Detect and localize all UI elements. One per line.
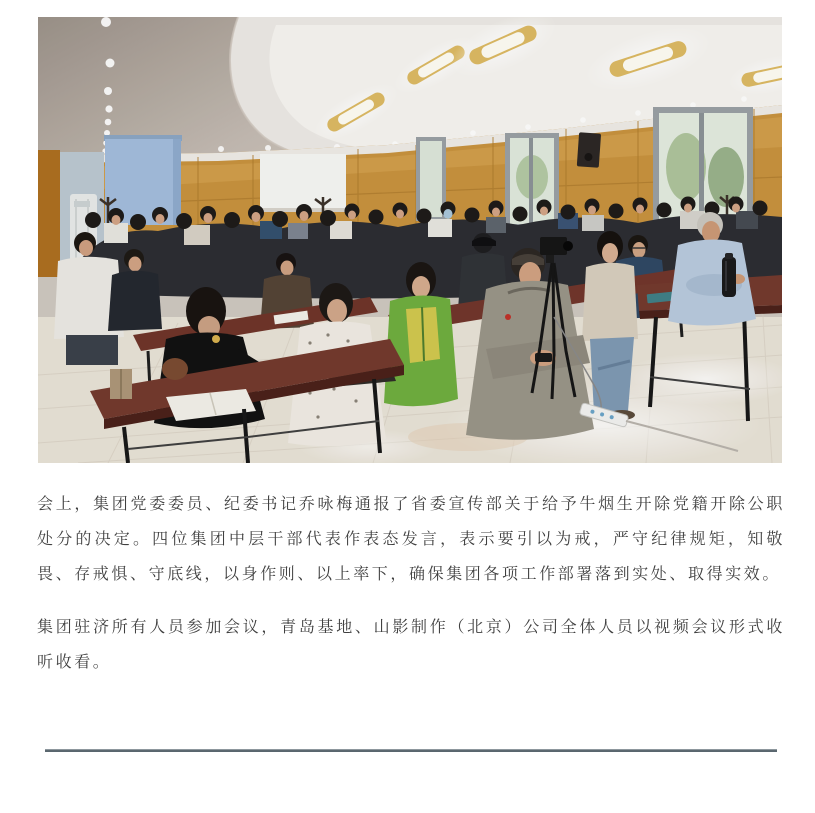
paragraph-meeting-report: 会上，集团党委委员、纪委书记乔咏梅通报了省委宣传部关于给予牛烟生开除党籍开除公职处分的决定。四位集团中层干部代表作表态发言，表示要引以为戒，严守纪律规矩，知敬畏、存戒惧、守底线，以身作则、以上率下，确保集团各项工作部署落到实处、取得实效。 (37, 496, 785, 583)
paragraph-attendance: 集团驻济所有人员参加会议，青岛基地、山影制作（北京）公司全体人员以视频会议形式收听收看。 (37, 619, 785, 671)
meeting-room-scene (38, 17, 782, 463)
meeting-photo (38, 17, 782, 463)
vignette (38, 17, 782, 463)
divider-line (45, 749, 777, 752)
article-body (37, 487, 785, 680)
